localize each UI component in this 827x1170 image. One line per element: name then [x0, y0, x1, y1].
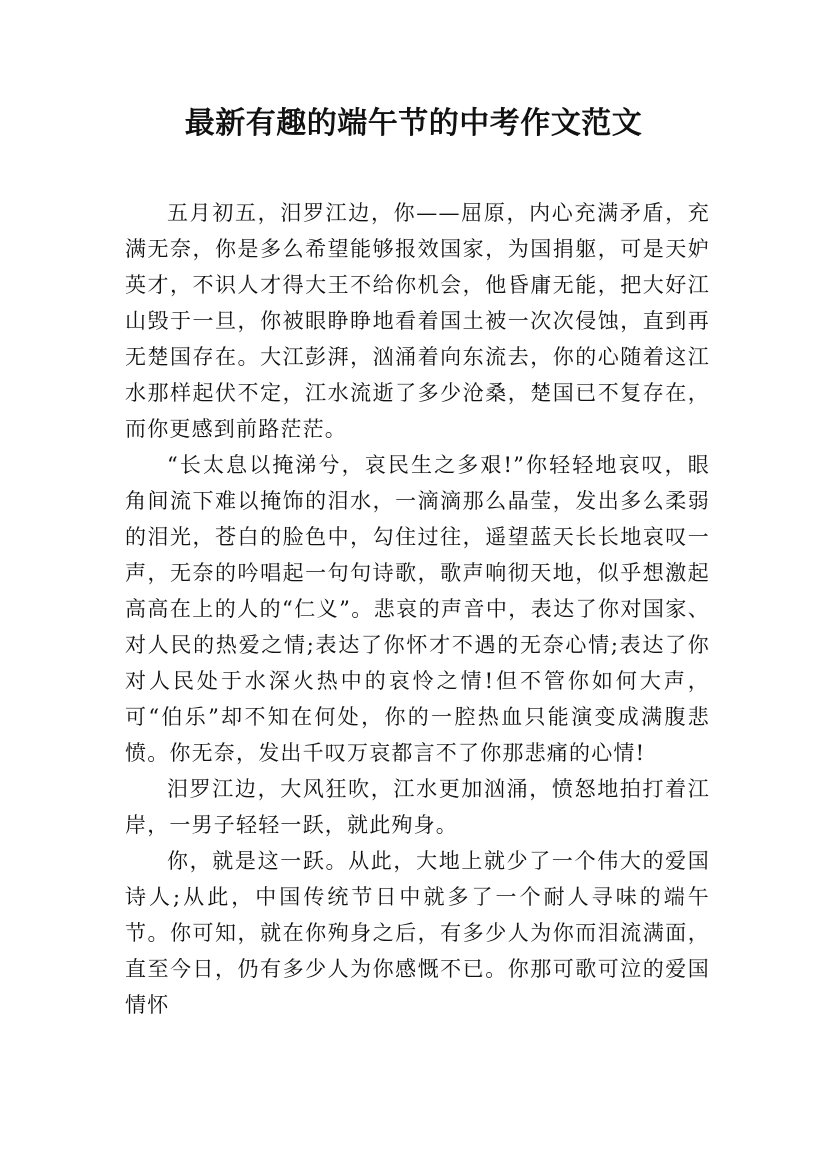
- paragraph-4: 你，就是这一跃。从此，大地上就少了一个伟大的爱国诗人;从此，中国传统节日中就多了一个耐人寻味的端午节。你可知，就在你殉身之后，有多少人为你而泪流满面，直至今日，仍有多少人为你感慨不已。你那可歌可泣的爱国情怀: [125, 849, 710, 1017]
- paragraph-3: 汨罗江边，大风狂吹，江水更加汹涌，愤怒地拍打着江岸，一男子轻轻一跃，就此殉身。: [125, 777, 710, 837]
- paragraph-2: “长太息以掩涕兮，哀民生之多艰!”你轻轻地哀叹，眼角间流下难以掩饰的泪水，一滴滴那么晶莹，发出多么柔弱的泪光，苍白的脸色中，勾住过往，遥望蓝天长长地哀叹一声，无奈的吟唱起一句句诗歌，歌声响彻天地，似乎想激起高高在上的人的“仁义”。悲哀的声音中，表达了你对国家、对人民的热爱之情;表达了你怀才不遇的无奈心情;表达了你对人民处于水深火热中的哀怜之情!但不管你如何大声，可“伯乐”却不知在何处，你的一腔热血只能演变成满腹悲愤。你无奈，发出千叹万哀都言不了你那悲痛的心情!: [125, 453, 710, 765]
- paragraph-1: 五月初五，汨罗江边，你——屈原，内心充满矛盾，充满无奈，你是多么希望能够报效国家，为国捐躯，可是天妒英才，不识人才得大王不给你机会，他昏庸无能，把大好江山毁于一旦，你被眼睁睁地看着国土被一次次侵蚀，直到再无楚国存在。大江彭湃，汹涌着向东流去，你的心随着这江水那样起伏不定，江水流逝了多少沧桑，楚国已不复存在，而你更感到前路茫茫。: [125, 201, 710, 441]
- document-body: [125, 195, 710, 1023]
- document-title: 最新有趣的端午节的中考作文范文: [184, 106, 643, 141]
